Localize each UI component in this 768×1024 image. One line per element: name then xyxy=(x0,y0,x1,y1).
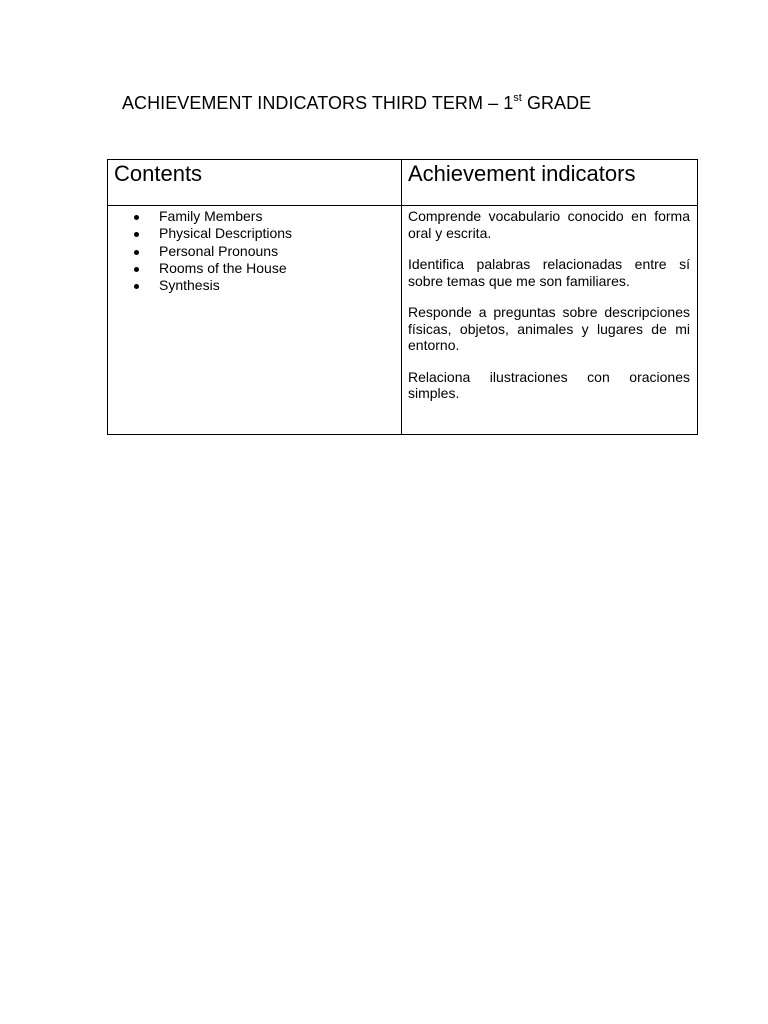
list-item-label: Personal Pronouns xyxy=(159,242,279,259)
indicators-cell xyxy=(402,206,698,435)
list-item xyxy=(108,225,401,242)
page-title xyxy=(122,92,591,114)
indicator-paragraph: Comprende vocabulario conocido en forma oral y escrita. xyxy=(408,208,690,241)
achievement-table xyxy=(107,159,698,435)
bullet-icon xyxy=(134,250,139,255)
list-item xyxy=(108,243,401,260)
bullet-icon xyxy=(134,232,139,237)
list-item-label: Family Members xyxy=(159,208,263,224)
table-body-row xyxy=(108,206,698,435)
list-item xyxy=(108,277,401,294)
table-header-row xyxy=(108,160,698,206)
bullet-icon xyxy=(134,267,139,272)
header-indicators-label: Achievement indicators xyxy=(408,161,636,186)
list-item-label: Synthesis xyxy=(159,277,220,294)
list-item-label: Rooms of the House xyxy=(159,259,287,276)
header-indicators xyxy=(402,160,698,206)
indicator-paragraph: Relaciona ilustraciones con oraciones simples. xyxy=(408,368,690,401)
bullet-icon xyxy=(134,284,139,289)
indicator-paragraph: Responde a preguntas sobre descripciones físicas, objetos, animales y lugares de mi entorno. xyxy=(408,304,690,353)
header-contents-label: Contents xyxy=(114,161,203,186)
indicator-paragraph: Identifica palabras relacionadas entre sí sobre temas que me son familiares. xyxy=(408,256,690,289)
list-item-label: Physical Descriptions xyxy=(159,225,293,242)
bullet-icon xyxy=(134,215,139,220)
title-main: ACHIEVEMENT INDICATORS THIRD TERM – 1 xyxy=(122,93,514,113)
contents-cell xyxy=(108,206,402,435)
title-superscript: st xyxy=(513,92,522,104)
contents-list xyxy=(108,206,401,294)
header-contents xyxy=(108,160,402,206)
list-item xyxy=(108,208,401,225)
list-item xyxy=(108,260,401,277)
title-end: GRADE xyxy=(521,93,592,113)
